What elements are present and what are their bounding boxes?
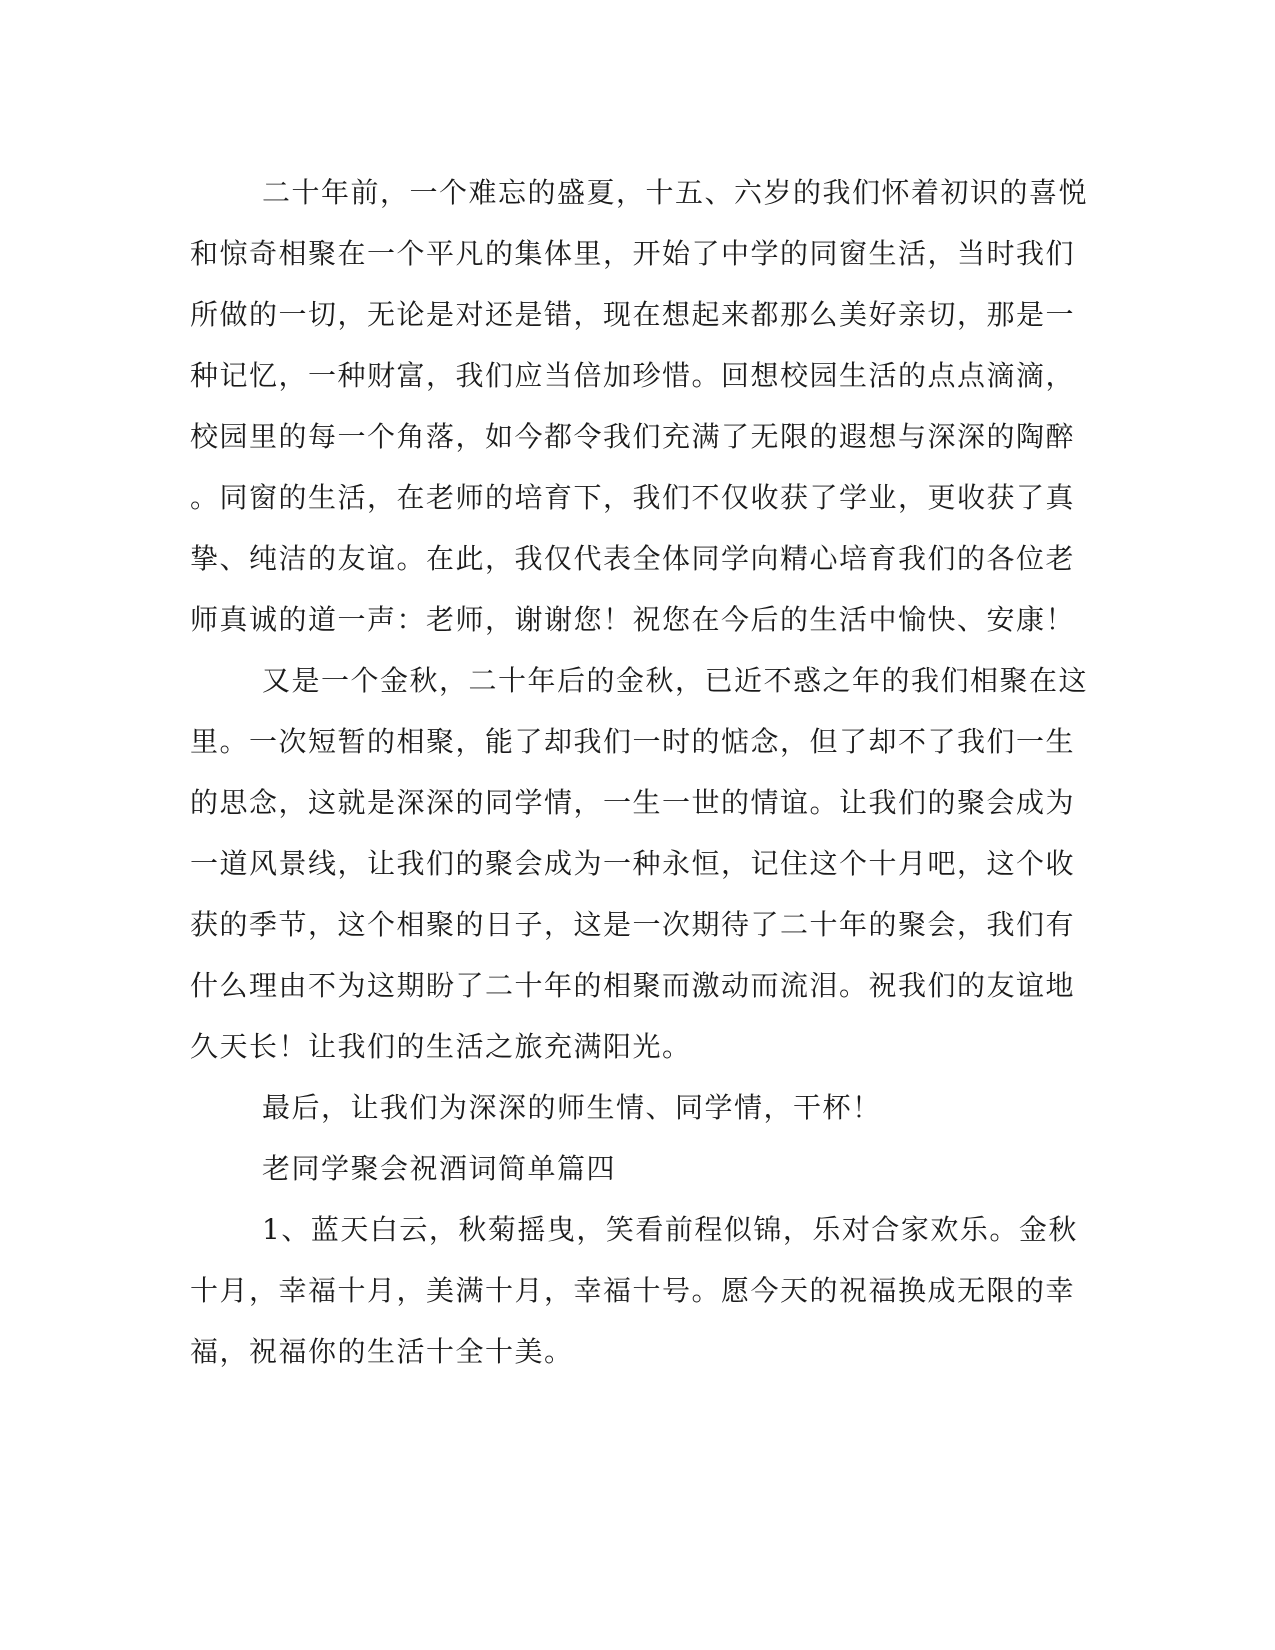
paragraph-1-line-5: 校园里的每一个角落，如今都令我们充满了无限的遐想与深深的陶醉 bbox=[190, 420, 1076, 453]
paragraph-4-line-2: 十月，幸福十月，美满十月，幸福十号。愿今天的祝福换成无限的幸 bbox=[190, 1274, 1076, 1307]
paragraph-2-line-7: 久天长！让我们的生活之旅充满阳光。 bbox=[190, 1030, 692, 1063]
paragraph-4-line-3: 福，祝福你的生活十全十美。 bbox=[190, 1335, 574, 1368]
paragraph-1-line-1: 二十年前，一个难忘的盛夏，十五、六岁的我们怀着初识的喜悦 bbox=[262, 176, 1089, 209]
paragraph-1-line-2: 和惊奇相聚在一个平凡的集体里，开始了中学的同窗生活，当时我们 bbox=[190, 237, 1076, 270]
paragraph-1-line-6: 。同窗的生活，在老师的培育下，我们不仅收获了学业，更收获了真 bbox=[190, 481, 1076, 514]
paragraph-1-line-7: 挚、纯洁的友谊。在此，我仅代表全体同学向精心培育我们的各位老 bbox=[190, 542, 1076, 575]
paragraph-1-line-3: 所做的一切，无论是对还是错，现在想起来都那么美好亲切，那是一 bbox=[190, 298, 1076, 331]
paragraph-2-line-6: 什么理由不为这期盼了二十年的相聚而激动而流泪。祝我们的友谊地 bbox=[190, 969, 1076, 1002]
paragraph-1-line-8: 师真诚的道一声：老师，谢谢您！祝您在今后的生活中愉快、安康！ bbox=[190, 603, 1076, 636]
paragraph-2-line-5: 获的季节，这个相聚的日子，这是一次期待了二十年的聚会，我们有 bbox=[190, 908, 1076, 941]
document-body bbox=[190, 162, 1089, 1382]
paragraph-4-line-1: 1、蓝天白云，秋菊摇曳，笑看前程似锦，乐对合家欢乐。金秋 bbox=[262, 1213, 1078, 1246]
paragraph-2-line-2: 里。一次短暂的相聚，能了却我们一时的惦念，但了却不了我们一生 bbox=[190, 725, 1076, 758]
paragraph-2-line-3: 的思念，这就是深深的同学情，一生一世的情谊。让我们的聚会成为 bbox=[190, 786, 1076, 819]
section-heading: 老同学聚会祝酒词简单篇四 bbox=[262, 1152, 617, 1185]
paragraph-3-line-1: 最后，让我们为深深的师生情、同学情，干杯！ bbox=[262, 1091, 882, 1124]
paragraph-2-line-4: 一道风景线，让我们的聚会成为一种永恒，记住这个十月吧，这个收 bbox=[190, 847, 1076, 880]
paragraph-1-line-4: 种记忆，一种财富，我们应当倍加珍惜。回想校园生活的点点滴滴， bbox=[190, 359, 1076, 392]
paragraph-2-line-1: 又是一个金秋，二十年后的金秋，已近不惑之年的我们相聚在这 bbox=[262, 664, 1089, 697]
